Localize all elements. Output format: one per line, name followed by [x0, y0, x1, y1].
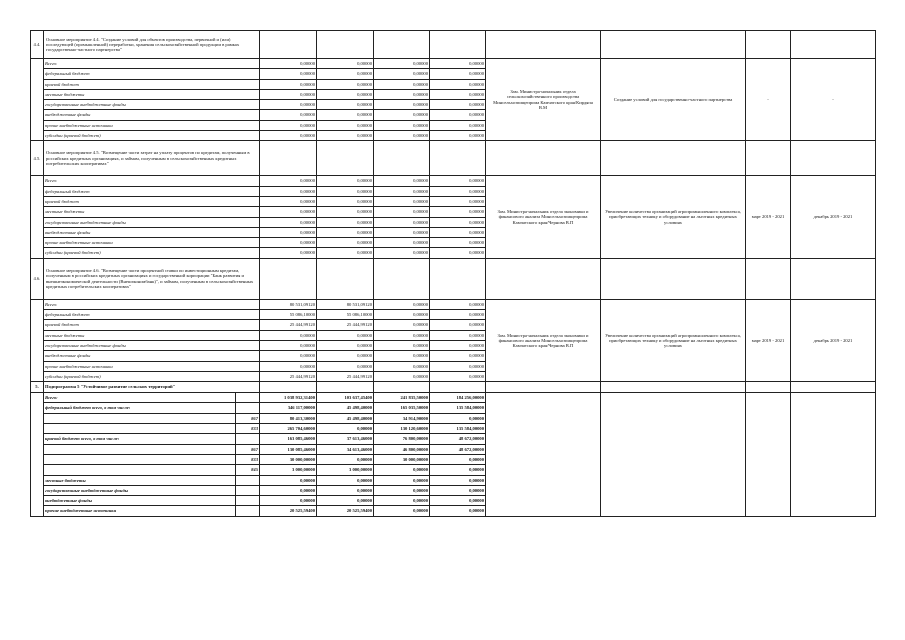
amount-cell: 0,00000 [374, 100, 430, 110]
amount-cell: 0,00000 [430, 110, 486, 120]
budget-code: 867 [236, 413, 260, 423]
amount-cell: 0,00000 [430, 176, 486, 186]
empty-cell [601, 382, 746, 393]
result-cell [601, 393, 746, 517]
amount-cell: 34 613,46000 [317, 444, 374, 454]
amount-cell: 0,00000 [430, 186, 486, 196]
amount-cell: 0,00000 [260, 59, 317, 69]
row-label: прочие внебюджетные источники [44, 238, 260, 248]
amount-cell: 76 800,00000 [374, 434, 430, 444]
row-label: Всего: [44, 299, 260, 309]
amount-cell: 0,00000 [317, 340, 374, 350]
budget-code: 833 [236, 424, 260, 434]
amount-cell: 0,00000 [317, 238, 374, 248]
amount-cell: 0,00000 [374, 320, 430, 330]
amount-cell: 130 085,46000 [260, 444, 317, 454]
amount-cell: 0,00000 [374, 361, 430, 371]
section-index: 4.6. [31, 258, 44, 299]
amount-cell: 0,00000 [374, 299, 430, 309]
amount-cell: 0,00000 [317, 120, 374, 130]
empty-cell [260, 141, 317, 176]
amount-cell: 0,00000 [317, 351, 374, 361]
amount-cell: 0,00000 [430, 371, 486, 381]
row-label: краевой бюджет [44, 79, 260, 89]
amount-cell: 0,00000 [317, 424, 374, 434]
amount-cell: 0,00000 [430, 120, 486, 130]
table-body [31, 31, 876, 517]
row-label: местные бюджеты [44, 89, 260, 99]
row-label: прочие внебюджетные источники [44, 120, 260, 130]
amount-cell: 0,00000 [260, 340, 317, 350]
empty-cell [601, 258, 746, 299]
row-label [44, 444, 236, 454]
amount-cell: 25 444,99120 [260, 371, 317, 381]
amount-cell: 55 086,10000 [317, 310, 374, 320]
amount-cell: 0,00000 [260, 186, 317, 196]
amount-cell: 0,00000 [430, 248, 486, 258]
amount-cell: 0,00000 [374, 248, 430, 258]
amount-cell: 0,00000 [317, 454, 374, 464]
amount-cell: 0,00000 [374, 485, 430, 495]
amount-cell: 0,00000 [374, 207, 430, 217]
amount-cell: 0,00000 [374, 120, 430, 130]
amount-cell: 3 000,00000 [317, 465, 374, 475]
result-cell: Увеличение количества организаций агропромышленного комплекса, приобретающих технику и оборудование на льготных кредитных условиях [601, 299, 746, 381]
amount-cell: 0,00000 [317, 186, 374, 196]
row-label: прочие внебюджетные источники [44, 361, 260, 371]
amount-cell: 0,00000 [260, 100, 317, 110]
amount-cell: 30 000,00000 [374, 454, 430, 464]
amount-cell: 0,00000 [317, 485, 374, 495]
empty-cell [791, 258, 876, 299]
amount-cell: 0,00000 [374, 217, 430, 227]
amount-cell: 0,00000 [430, 69, 486, 79]
amount-cell: 0,00000 [430, 59, 486, 69]
index-spacer [31, 393, 44, 517]
row-label: внебюджетные фонды [44, 496, 236, 506]
budget-code [236, 475, 260, 485]
budget-code [236, 496, 260, 506]
amount-cell: 0,00000 [374, 186, 430, 196]
empty-cell [317, 258, 374, 299]
budget-code: 833 [236, 454, 260, 464]
empty-cell [486, 258, 601, 299]
row-label: федеральный бюджет [44, 310, 260, 320]
amount-cell: 20 525,59400 [317, 506, 374, 516]
empty-cell [601, 141, 746, 176]
empty-cell [746, 382, 791, 393]
amount-cell: 0,00000 [430, 496, 486, 506]
row-label [44, 424, 236, 434]
amount-cell: 0,00000 [317, 207, 374, 217]
row-label: субсидии (краевой бюджет) [44, 131, 260, 141]
amount-cell: 0,00000 [260, 485, 317, 495]
amount-cell: 0,00000 [260, 217, 317, 227]
amount-cell: 0,00000 [317, 496, 374, 506]
document-page [30, 30, 875, 517]
row-label: государственные внебюджетные фонды [44, 100, 260, 110]
row-label: внебюджетные фонды [44, 351, 260, 361]
empty-cell [374, 31, 430, 59]
amount-cell: 130 120,60000 [374, 424, 430, 434]
empty-cell [374, 258, 430, 299]
row-label [44, 454, 236, 464]
empty-cell [486, 31, 601, 59]
amount-cell: 0,00000 [374, 475, 430, 485]
amount-cell: 0,00000 [430, 131, 486, 141]
empty-cell [430, 141, 486, 176]
result-cell: Создание условий для государственно-частного партнерства [601, 59, 746, 141]
empty-cell [746, 141, 791, 176]
row-label: субсидии (краевой бюджет) [44, 371, 260, 381]
empty-cell [317, 31, 374, 59]
index-spacer [31, 176, 44, 258]
table-row [31, 393, 876, 403]
budget-code: 845 [236, 465, 260, 475]
empty-cell [430, 31, 486, 59]
start-date-cell: март 2019 - 2021 [746, 299, 791, 381]
amount-cell: 0,00000 [317, 248, 374, 258]
row-label: Всего: [44, 176, 260, 186]
budget-code [236, 506, 260, 516]
budget-code [236, 434, 260, 444]
row-label: федеральный бюджет [44, 69, 260, 79]
amount-cell: 55 086,10000 [260, 310, 317, 320]
amount-cell: 3 000,00000 [260, 465, 317, 475]
amount-cell: 0,00000 [430, 299, 486, 309]
amount-cell: 184 256,00000 [430, 393, 486, 403]
row-label: Всего: [44, 393, 236, 403]
row-label: государственные внебюджетные фонды [44, 217, 260, 227]
amount-cell: 0,00000 [430, 485, 486, 495]
index-spacer [31, 59, 44, 141]
amount-cell: 103 637,45400 [317, 393, 374, 403]
amount-cell: 0,00000 [260, 475, 317, 485]
amount-cell: 80 531,09120 [317, 299, 374, 309]
amount-cell: 163 085,46000 [260, 434, 317, 444]
section-index: 4.5. [31, 141, 44, 176]
row-label: местные бюджеты [44, 330, 260, 340]
amount-cell: 0,00000 [430, 89, 486, 99]
program-title: Подпрограмма 5 "Устойчивое развитие сельских территорий" [44, 382, 260, 393]
amount-cell: 265 704,60000 [260, 424, 317, 434]
row-label: местные бюджеты [44, 475, 236, 485]
amount-cell: 45 498,40000 [317, 413, 374, 423]
section-title: Основное мероприятие 4.6. "Возмещение части процентной ставки по инвестиционным кредитам, полученным в российских кредитных организациях и государственной корпорации "Банк развития и внешнеэкономической деятельности (Внешэкономбанк)", и займам, полученным в сельскохозяйственных кредитных потребительских кооперативах" [44, 258, 260, 299]
empty-cell [430, 382, 486, 393]
amount-cell: 25 444,99120 [317, 320, 374, 330]
amount-cell: 0,00000 [317, 110, 374, 120]
start-date-cell: - [746, 59, 791, 141]
empty-cell [317, 382, 374, 393]
amount-cell: 0,00000 [260, 496, 317, 506]
amount-cell: 0,00000 [374, 371, 430, 381]
row-label [44, 413, 236, 423]
amount-cell: 0,00000 [317, 330, 374, 340]
amount-cell: 45 498,40000 [317, 403, 374, 413]
budget-code [236, 485, 260, 495]
program-header-row [31, 382, 876, 393]
amount-cell: 0,00000 [374, 330, 430, 340]
row-label: краевой бюджет [44, 320, 260, 330]
amount-cell: 80 531,09120 [260, 299, 317, 309]
amount-cell: 0,00000 [430, 465, 486, 475]
result-cell: Увеличение количества организаций агропромышленного комплекса, приобретающих технику и оборудование на льготных кредитных условиях [601, 176, 746, 258]
amount-cell: 0,00000 [317, 59, 374, 69]
amount-cell: 0,00000 [430, 100, 486, 110]
amount-cell: 0,00000 [317, 227, 374, 237]
amount-cell: 0,00000 [260, 248, 317, 258]
amount-cell: 0,00000 [374, 59, 430, 69]
amount-cell: 37 613,46000 [317, 434, 374, 444]
amount-cell: 0,00000 [260, 207, 317, 217]
amount-cell: 48 672,00000 [430, 444, 486, 454]
table-row [31, 176, 876, 186]
amount-cell: 1 038 932,31400 [260, 393, 317, 403]
amount-cell: 0,00000 [374, 89, 430, 99]
amount-cell: 0,00000 [260, 131, 317, 141]
amount-cell: 0,00000 [317, 176, 374, 186]
empty-cell [746, 31, 791, 59]
row-label: внебюджетные фонды [44, 227, 260, 237]
budget-code [236, 403, 260, 413]
amount-cell: 0,00000 [374, 79, 430, 89]
amount-cell: 0,00000 [260, 330, 317, 340]
row-label: государственные внебюджетные фонды [44, 485, 236, 495]
amount-cell: 0,00000 [260, 79, 317, 89]
amount-cell: 0,00000 [430, 361, 486, 371]
row-label: местные бюджеты [44, 207, 260, 217]
amount-cell: 46 800,00000 [374, 444, 430, 454]
empty-cell [791, 382, 876, 393]
amount-cell: 0,00000 [430, 238, 486, 248]
amount-cell: 0,00000 [260, 176, 317, 186]
amount-cell: 80 413,30000 [260, 413, 317, 423]
amount-cell: 0,00000 [260, 196, 317, 206]
amount-cell: 0,00000 [430, 310, 486, 320]
amount-cell: 0,00000 [260, 110, 317, 120]
amount-cell: 0,00000 [430, 475, 486, 485]
section-index: 4.4. [31, 31, 44, 59]
amount-cell: 0,00000 [374, 496, 430, 506]
index-spacer [31, 299, 44, 381]
empty-cell [260, 31, 317, 59]
amount-cell: 0,00000 [430, 351, 486, 361]
amount-cell: 25 444,99120 [260, 320, 317, 330]
amount-cell: 0,00000 [374, 176, 430, 186]
amount-cell: 34 914,90000 [374, 413, 430, 423]
amount-cell: 0,00000 [317, 217, 374, 227]
table-row [31, 59, 876, 69]
row-label: федеральный бюджет всего, в том числе: [44, 403, 236, 413]
amount-cell: 0,00000 [430, 330, 486, 340]
amount-cell: 346 117,00000 [260, 403, 317, 413]
amount-cell: 0,00000 [317, 475, 374, 485]
row-label: прочие внебюджетные источники [44, 506, 236, 516]
amount-cell: 0,00000 [260, 361, 317, 371]
amount-cell: 48 672,00000 [430, 434, 486, 444]
amount-cell: 0,00000 [374, 131, 430, 141]
amount-cell: 30 000,00000 [260, 454, 317, 464]
row-label: краевой бюджет всего, в том числе: [44, 434, 236, 444]
empty-cell [746, 258, 791, 299]
amount-cell: 20 525,59400 [260, 506, 317, 516]
amount-cell: 165 035,50000 [374, 403, 430, 413]
amount-cell: 0,00000 [374, 340, 430, 350]
end-date-cell [791, 393, 876, 517]
row-label: внебюджетные фонды [44, 110, 260, 120]
amount-cell: 0,00000 [260, 227, 317, 237]
budget-code: 867 [236, 444, 260, 454]
amount-cell: 0,00000 [374, 351, 430, 361]
amount-cell: 0,00000 [430, 79, 486, 89]
amount-cell: 0,00000 [430, 413, 486, 423]
amount-cell: 0,00000 [260, 120, 317, 130]
amount-cell: 0,00000 [317, 100, 374, 110]
amount-cell: 0,00000 [374, 69, 430, 79]
section-header-row [31, 31, 876, 59]
row-label [44, 465, 236, 475]
responsible-cell: Зам. Министра-начальник отдела экономики и финансового анализа Минсельхозпищепрома Камчатского края/Чернова В.П [486, 299, 601, 381]
amount-cell: 0,00000 [317, 89, 374, 99]
empty-cell [317, 141, 374, 176]
amount-cell: 135 584,00000 [430, 403, 486, 413]
amount-cell: 0,00000 [430, 454, 486, 464]
amount-cell: 0,00000 [430, 207, 486, 217]
amount-cell: 0,00000 [260, 69, 317, 79]
empty-cell [374, 382, 430, 393]
empty-cell [486, 382, 601, 393]
amount-cell: 0,00000 [430, 217, 486, 227]
budget-code [236, 393, 260, 403]
start-date-cell [746, 393, 791, 517]
program-index: 5. [31, 382, 44, 393]
amount-cell: 0,00000 [260, 89, 317, 99]
section-title: Основное мероприятие 4.4. "Создание условий для объектов производства, первичной и (или) последующей (промышленной) переработки, хранения сельскохозяйственной продукции в рамках государственно-частного партнерства" [44, 31, 260, 59]
amount-cell: 0,00000 [374, 110, 430, 120]
amount-cell: 0,00000 [317, 361, 374, 371]
empty-cell [486, 141, 601, 176]
amount-cell: 0,00000 [374, 506, 430, 516]
amount-cell: 0,00000 [430, 340, 486, 350]
empty-cell [430, 258, 486, 299]
row-label: государственные внебюджетные фонды [44, 340, 260, 350]
end-date-cell: - [791, 59, 876, 141]
amount-cell: 0,00000 [430, 196, 486, 206]
start-date-cell: март 2019 - 2021 [746, 176, 791, 258]
amount-cell: 0,00000 [430, 320, 486, 330]
empty-cell [260, 258, 317, 299]
amount-cell: 25 444,99120 [317, 371, 374, 381]
end-date-cell: декабрь 2019 - 2021 [791, 176, 876, 258]
amount-cell: 0,00000 [317, 131, 374, 141]
amount-cell: 135 584,00000 [430, 424, 486, 434]
empty-cell [601, 31, 746, 59]
empty-cell [260, 382, 317, 393]
amount-cell: 241 835,50000 [374, 393, 430, 403]
amount-cell: 0,00000 [260, 238, 317, 248]
section-header-row [31, 141, 876, 176]
section-header-row [31, 258, 876, 299]
amount-cell: 0,00000 [374, 196, 430, 206]
end-date-cell: декабрь 2019 - 2021 [791, 299, 876, 381]
amount-cell: 0,00000 [374, 238, 430, 248]
amount-cell: 0,00000 [374, 310, 430, 320]
empty-cell [791, 141, 876, 176]
responsible-cell: Зам. Министра-начальник отдела экономики и финансового анализа Минсельхозпищепрома Камчатского края/Чернова В.П [486, 176, 601, 258]
amount-cell: 0,00000 [374, 465, 430, 475]
amount-cell: 0,00000 [317, 69, 374, 79]
amount-cell: 0,00000 [260, 351, 317, 361]
amount-cell: 0,00000 [374, 227, 430, 237]
empty-cell [374, 141, 430, 176]
amount-cell: 0,00000 [317, 79, 374, 89]
program-table [30, 30, 876, 517]
section-title: Основное мероприятие 4.5. "Возмещение части затрат на уплату процентов по кредитам, полученным в российских кредитных организациях, и займам, полученным в сельскохозяйственных кредитных потребительских кооперативах" [44, 141, 260, 176]
table-row [31, 299, 876, 309]
responsible-cell [486, 393, 601, 517]
row-label: федеральный бюджет [44, 186, 260, 196]
row-label: краевой бюджет [44, 196, 260, 206]
empty-cell [791, 31, 876, 59]
row-label: субсидии (краевой бюджет) [44, 248, 260, 258]
responsible-cell: Зам. Министра-начальник отдела сельскохозяйственного производства Минсельхозпищепрома Камчатского края/Кирдяпа В.М [486, 59, 601, 141]
row-label: Всего: [44, 59, 260, 69]
amount-cell: 0,00000 [430, 506, 486, 516]
amount-cell: 0,00000 [317, 196, 374, 206]
amount-cell: 0,00000 [430, 227, 486, 237]
